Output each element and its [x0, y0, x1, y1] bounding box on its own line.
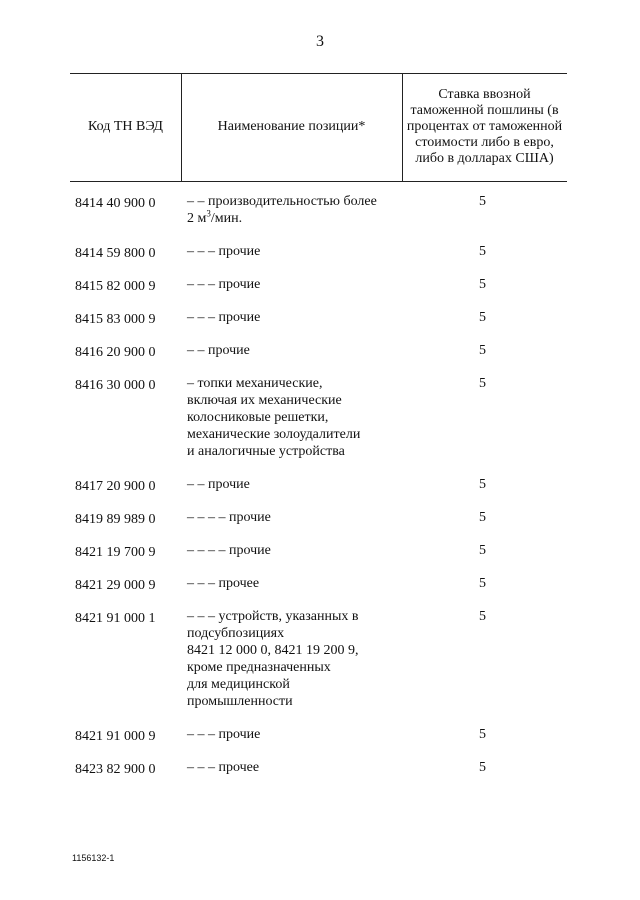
- table-row: [0, 193, 640, 227]
- header-rate: Ставка ввозной таможенной пошлины (в процентах от таможенной стоимости либо в евро, либо в долларах США): [406, 87, 563, 166]
- table-row: [0, 575, 640, 592]
- row-rate: 5: [479, 194, 486, 209]
- row-rate: 5: [479, 543, 486, 558]
- header-name: Наименование позиции*: [217, 119, 366, 134]
- row-code: 8417 20 900 0: [75, 479, 156, 494]
- row-code: 8414 59 800 0: [75, 246, 156, 261]
- row-name: – топки механические, включая их механические колосниковые решетки, механические золоудалители и аналогичные устройства: [187, 376, 361, 459]
- table-row: [0, 243, 640, 260]
- document-footer-id: 1156132-1: [72, 853, 115, 863]
- table-header-rule: [70, 181, 567, 182]
- row-rate: 5: [479, 576, 486, 591]
- table-row: [0, 476, 640, 493]
- row-rate: 5: [479, 727, 486, 742]
- table-row: [0, 375, 640, 460]
- row-name: – – – прочие: [187, 244, 261, 259]
- row-code: 8416 30 000 0: [75, 378, 156, 393]
- row-name: – – прочие: [187, 477, 250, 492]
- row-name: – – – устройств, указанных в подсубпозициях 8421 12 000 0, 8421 19 200 9, кроме предназначенных для медицинской промышленности: [187, 609, 359, 709]
- row-code: 8421 29 000 9: [75, 578, 156, 593]
- row-name: – – – прочие: [187, 277, 261, 292]
- row-name: – – прочие: [187, 343, 250, 358]
- table-row: [0, 342, 640, 359]
- row-name: – – – прочие: [187, 310, 261, 325]
- table-row: [0, 509, 640, 526]
- page-number: 3: [316, 33, 324, 50]
- row-code: 8414 40 900 0: [75, 196, 156, 211]
- header-code: Код ТН ВЭД: [88, 119, 163, 134]
- row-name: – – – – прочие: [187, 543, 271, 558]
- row-rate: 5: [479, 343, 486, 358]
- row-name: – – – прочее: [187, 576, 260, 591]
- table-row: [0, 309, 640, 326]
- row-name: – – – прочее: [187, 760, 260, 775]
- row-name: – – – – прочие: [187, 510, 271, 525]
- row-rate: 5: [479, 376, 486, 391]
- row-rate: 5: [479, 760, 486, 775]
- row-rate: 5: [479, 244, 486, 259]
- row-name: – – – прочие: [187, 727, 261, 742]
- row-code: 8419 89 989 0: [75, 512, 156, 527]
- row-rate: 5: [479, 310, 486, 325]
- row-name: – – производительностью более 2 $м^3$/мин.: [187, 194, 377, 226]
- row-rate: 5: [479, 477, 486, 492]
- table-row: [0, 542, 640, 559]
- table-row: [0, 608, 640, 710]
- row-code: 8416 20 900 0: [75, 345, 156, 360]
- row-code: 8421 91 000 9: [75, 729, 156, 744]
- row-code: 8421 19 700 9: [75, 545, 156, 560]
- table-row: [0, 759, 640, 776]
- row-code: 8415 83 000 9: [75, 312, 156, 327]
- row-code: 8421 91 000 1: [75, 611, 156, 626]
- row-rate: 5: [479, 609, 486, 624]
- table-row: [0, 276, 640, 293]
- row-code: 8423 82 900 0: [75, 762, 156, 777]
- row-rate: 5: [479, 510, 486, 525]
- row-code: 8415 82 000 9: [75, 279, 156, 294]
- tariff-table-body: [0, 193, 640, 792]
- table-row: [0, 726, 640, 743]
- row-rate: 5: [479, 277, 486, 292]
